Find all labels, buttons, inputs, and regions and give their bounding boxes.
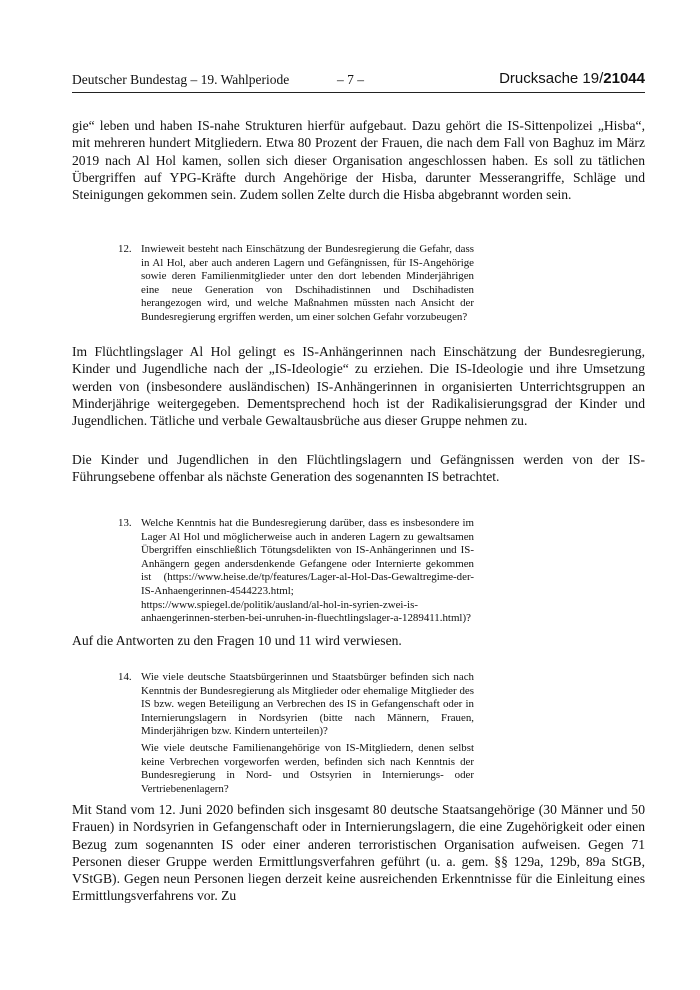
- header-page-number: – 7 –: [337, 72, 364, 87]
- question-text: Wie viele deutsche Staatsbürgerinnen und Staatsbürger befinden sich nach Kenntnis der Bundesregierung als Mitglieder oder ehemalige Mitglieder des IS bzw. wegen Beteiligung an Verbrechen des IS in Gefangenschaft oder in Internierungslagern in Nordsyrien (bitte nach Männern, Frauen, Minderjährigen bzw. Kindern unterteilen)?: [141, 671, 474, 738]
- question-12: [118, 243, 474, 325]
- header-document-id: 21044: [603, 70, 645, 87]
- question-text: Wie viele deutsche Familienangehörige von IS-Mitgliedern, denen selbst keine Verbrechen vorgeworfen werden, befinden sich nach Kenntnis der Bundesregierung in Nord- und Ostsyrien in Internierungs- oder Vertriebenenlagern?: [141, 741, 474, 795]
- header-document-prefix: Drucksache 19/: [499, 70, 604, 87]
- question-text: Welche Kenntnis hat die Bundesregierung darüber, dass es insbesondere im Lager Al Hol und möglicherweise auch in anderen Lagern zu gewaltsamen Übergriffen einschließlich Tötungsdelikten von IS-Anhängerinnen und IS-Anhängern gegen andersdenkende Gefangene oder Internierte gekommen ist (https://www.heise.de/tp/features/Lager-al-Hol-Das-Gewaltregime-der-IS-Anhaengerinnen-4544223.html; https://www.spiegel.de/politik/ausland/al-hol-in-syrien-zwei-is-anhaengerinnen-sterben-bei-unruhen-in-fluechtlingslager-a-1289411.html)?: [141, 517, 474, 625]
- question-number: 14.: [118, 671, 132, 683]
- answer-paragraph: Mit Stand vom 12. Juni 2020 befinden sich insgesamt 80 deutsche Staatsangehörige (30 Männer und 50 Frauen) in Nordsyrien in Gefangenschaft oder in Internierungslagern, die eine Zugehörigkeit oder einen Bezug zum sogenannten IS oder einer anderen terroristischen Organisation aufweisen. Gegen 71 Personen dieser Gruppe werden Ermittlungsverfahren geführt (u. a. gem. §§ 129a, 129b, 89a StGB, VStGB). Gegen neun Personen liegen derzeit keine ausreichenden Erkenntnisse für die Einleitung eines Ermittlungsverfahrens vor. Zu: [72, 802, 645, 904]
- page-header: [72, 70, 645, 90]
- answer-paragraph: gie“ leben und haben IS-nahe Strukturen hierfür aufgebaut. Dazu gehört die IS-Sittenpolizei „Hisba“, mit mehreren hundert Mitgliedern. Etwa 80 Prozent der Frauen, die nach dem Fall von Baghuz im März 2019 nach Al Hol kamen, sollen sich dieser Organisation angeschlossen haben. Es soll zu tätlichen Übergriffen auf YPG-Kräfte durch Angehörige der Hisba, darunter Messerangriffe, Schläge und Steinigungen gekommen sein. Zudem sollen Zelte durch die Hisba abgebrannt worden sein.: [72, 118, 645, 203]
- answer-paragraph: Im Flüchtlingslager Al Hol gelingt es IS-Anhängerinnen nach Einschätzung der Bundesregierung, Kinder und Jugendliche nach der „IS-Ideologie“ zu erziehen. Die IS-Ideologie und ihre Umsetzung werden von (insbesondere ausländischen) IS-Anhängerinnen in organisierten Unterrichtsgruppen an Minderjährige weitergegeben. Dementsprechend hoch ist der Radikalisierungsgrad der Kinder und Jugendlichen. Tätliche und verbale Gewaltausbrüche aus dieser Gruppe nehmen zu.: [72, 344, 645, 429]
- question-number: 13.: [118, 517, 132, 529]
- answer-paragraph: Auf die Antworten zu den Fragen 10 und 11 wird verwiesen.: [72, 633, 402, 648]
- question-text: Inwieweit besteht nach Einschätzung der Bundesregierung die Gefahr, dass in Al Hol, aber auch anderen Lagern und Gefängnissen, für IS-Angehörige sowie deren Familienmitglieder unter den dort lebenden Minderjährigen eine neue Generation von Dschihadistinnen und Dschihadisten herangezogen wird, und welche Maßnahmen müssten nach Ansicht der Bundesregierung ergriffen werden, um einer solchen Gefahr vorzubeugen?: [141, 243, 474, 323]
- header-document-number: [499, 70, 645, 87]
- question-number: 12.: [118, 243, 132, 255]
- header-publication: Deutscher Bundestag – 19. Wahlperiode: [72, 72, 290, 87]
- question-13: [118, 517, 474, 626]
- question-14: [118, 671, 474, 796]
- header-rule: [72, 92, 645, 93]
- answer-paragraph: Die Kinder und Jugendlichen in den Flüchtlingslagern und Gefängnissen werden von der IS-Führungsebene offenbar als nächste Generation des sogenannten IS betrachtet.: [72, 452, 645, 485]
